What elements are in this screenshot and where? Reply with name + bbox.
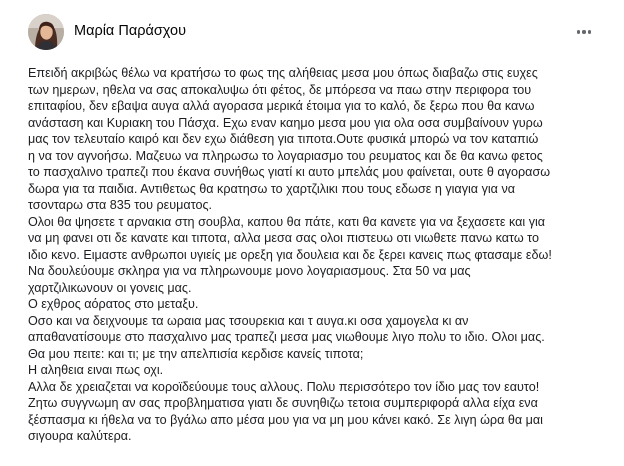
profile-photo-icon xyxy=(28,14,64,50)
post-text-line: δωρα για τα παιδια. Αντιθετως θα κρατησω το χαρτζιλικι που τους εδωσε η γιαγια για να xyxy=(28,181,516,196)
post-text-line: να μη φανει οτι δε κανατε και τιποτα, αλλα μεσα σας ολοι πιστευω οτι νιωθετε πανω κατω το xyxy=(28,231,539,245)
post-text-line: των ημερων, ηθελα να σας αποκαλυψω ότι φέτος, δε μπόρεσα να παω στην περιφορα του xyxy=(28,82,532,97)
post-text-line: η να τον αγνοήσω. Μαζευω να πληρωσω το λογαριασμο του ρευματος και δε θα κανω φετος xyxy=(28,148,543,163)
avatar[interactable] xyxy=(28,14,64,50)
post-header xyxy=(28,14,596,54)
post-text-line: Θα μου πειτε: και τι; με την απελπισία κερδισε κανείς τιποτα; xyxy=(28,346,364,361)
post-text-line: χαρτζιλικωνουν οι γονεις μας. xyxy=(28,280,192,295)
post-text-line: σιγουρα καλύτερα. xyxy=(28,429,132,443)
post-text-line: Αλλα δε χρειαζεται να κοροϊδεύουμε τους αλλους. Πολυ περισσότερο τον ίδιο μας τον εαυτο! xyxy=(28,379,540,394)
post-text-line: Να δουλεύουμε σκληρα για να πληρωνουμε μονο λογαριασμους. Στα 50 να μας xyxy=(28,264,471,278)
post-text-line: Επειδή ακριβώς θέλω να κρατήσω το φως της αλήθειας μεσα μου όπως διαβαζω στις ευχες xyxy=(28,66,538,80)
post-text-line: τσονταρω στα 835 του ρευματος. xyxy=(28,198,213,212)
post-text-line: το πασχαλινο τραπεζι που έκανα συνήθως γιατί κι αυτο μπελάς μου φαίνεται, ουτε θ αγορασω xyxy=(28,165,551,179)
post-text-line: Ο εχθρος αόρατος στο μεταξυ. xyxy=(28,297,199,311)
post-text-line: Ζητω συγγνωμη αν σας προβληματισα γιατι δε συνηθιζω τετοια συμπεριφορά αλλα είχα ενα xyxy=(28,396,538,410)
author-name[interactable]: Μαρία Παράσχου xyxy=(74,23,186,39)
post-text xyxy=(28,65,602,445)
post-text-line: Η αληθεια ειναι πως οχι. xyxy=(28,363,164,377)
more-options-icon xyxy=(575,30,592,33)
post-text-line: μας τον τελευταίο καιρό και δεν εχω διάθεση για τιποτα.Ουτε φυσικά μπορώ να τον καταπιώ xyxy=(28,132,539,146)
post-text-line: ιδιο κενο. Ειμαστε ανθρωποι υγιείς με ορεξη για δουλεια και δε ξερει κανεις πως φτασαμε εδω! xyxy=(28,247,552,262)
post-text-line: απαθανατίσουμε στο πασχαλινο μας τραπεζι μεσα μας νιωθουμε λιγο πολυ το ιδιο. Ολοι μας. xyxy=(28,330,545,344)
post-text-line: Οσο και να δειχνουμε τα ωραια μας τσουρεκια και τ αυγα.κι οσα χαμογελα κι αν xyxy=(28,313,469,328)
post-text-line: επιταφίου, δεν εβαψα αυγα αλλά αγορασα μερικά έτοιμα για το καλό, δε ξερω που θα κανω xyxy=(28,99,535,113)
post-text-line: ξέσπασμα κι ήθελα να το βγάλω απο μέσα μου για να μη μου κάνει κακό. Σε λιγη ώρα θα μαι xyxy=(28,412,543,427)
post-text-line: ανάσταση και Κυριακη του Πάσχα. Εχω εναν καημο μεσα μου για ολα οσα συμβαίνουν γυρω xyxy=(28,115,543,130)
more-options-button[interactable] xyxy=(572,22,596,42)
post-text-line: Ολοι θα ψησετε τ αρνακια στη σουβλα, καπου θα πάτε, κατι θα κανετε για να ξεχασετε και για xyxy=(28,214,546,229)
